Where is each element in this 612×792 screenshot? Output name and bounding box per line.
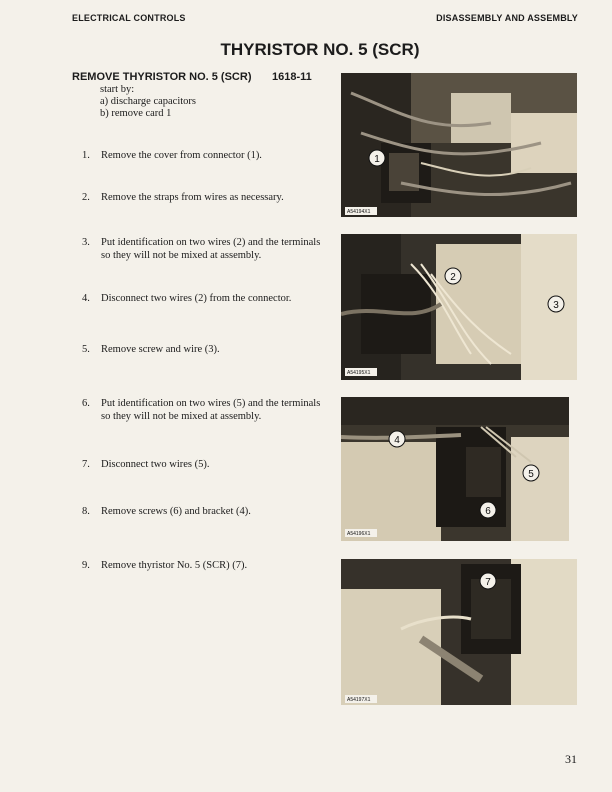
step-text: Remove the straps from wires as necessary. bbox=[101, 192, 284, 203]
step-9 bbox=[82, 559, 322, 572]
callout-label: 3 bbox=[553, 300, 559, 311]
header-section-title: ELECTRICAL CONTROLS bbox=[72, 13, 186, 23]
step-number: 1. bbox=[82, 150, 90, 161]
step-number: 7. bbox=[82, 459, 90, 470]
start-by-label: start by: bbox=[100, 84, 135, 95]
step-number: 5. bbox=[82, 344, 90, 355]
step-text: Disconnect two wires (5). bbox=[101, 459, 210, 470]
photo-connector-cover bbox=[341, 73, 577, 217]
start-by-item: b) remove card 1 bbox=[100, 108, 172, 119]
callout-label: 6 bbox=[485, 506, 491, 517]
step-number: 2. bbox=[82, 192, 90, 203]
step-7 bbox=[82, 458, 322, 471]
step-text: Remove screw and wire (3). bbox=[101, 344, 220, 355]
photo-tag: A54195X1 bbox=[347, 370, 371, 376]
header-chapter-title: DISASSEMBLY AND ASSEMBLY bbox=[436, 13, 578, 23]
step-number: 6. bbox=[82, 398, 90, 409]
photo-tag: A54197X1 bbox=[347, 697, 371, 703]
photo-thyristor bbox=[341, 559, 577, 705]
step-number: 8. bbox=[82, 506, 90, 517]
step-2 bbox=[82, 191, 322, 204]
step-text: Remove screws (6) and bracket (4). bbox=[101, 506, 251, 517]
step-8 bbox=[82, 505, 322, 518]
start-by-item: a) discharge capacitors bbox=[100, 96, 197, 107]
step-5 bbox=[82, 343, 322, 356]
page-number: 31 bbox=[565, 752, 577, 766]
step-text: Disconnect two wires (2) from the connector. bbox=[101, 293, 292, 304]
callout-label: 1 bbox=[374, 154, 380, 165]
callout-label: 5 bbox=[528, 469, 534, 480]
page-title: THYRISTOR NO. 5 (SCR) bbox=[220, 40, 420, 59]
step-4 bbox=[82, 292, 322, 305]
step-6 bbox=[82, 397, 322, 423]
step-text: Remove the cover from connector (1). bbox=[101, 150, 262, 161]
photo-tag: A54196X1 bbox=[347, 531, 371, 537]
step-number: 9. bbox=[82, 560, 90, 571]
step-text: Remove thyristor No. 5 (SCR) (7). bbox=[101, 560, 248, 571]
callout-label: 4 bbox=[394, 435, 400, 446]
step-1 bbox=[82, 149, 322, 162]
photo-tag: A54194X1 bbox=[347, 209, 371, 215]
section-title: REMOVE THYRISTOR NO. 5 (SCR) bbox=[72, 71, 252, 83]
section-code: 1618-11 bbox=[272, 71, 312, 83]
photo-wires-terminals bbox=[341, 234, 577, 380]
callout-label: 7 bbox=[485, 577, 491, 588]
step-text: Put identification on two wires (2) and the terminals so they will not be mixed at assembly. bbox=[101, 237, 321, 261]
callout-label: 2 bbox=[450, 272, 456, 283]
step-3 bbox=[82, 236, 322, 262]
step-number: 4. bbox=[82, 293, 90, 304]
step-number: 3. bbox=[82, 237, 90, 248]
step-text: Put identification on two wires (5) and the terminals so they will not be mixed at assembly. bbox=[101, 398, 321, 422]
photo-bracket-screws bbox=[341, 397, 569, 541]
